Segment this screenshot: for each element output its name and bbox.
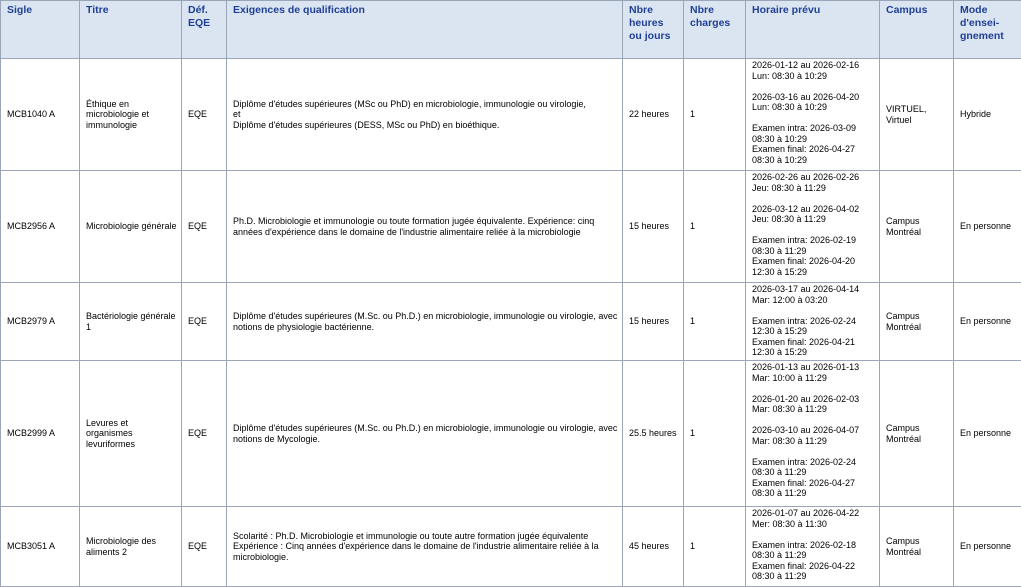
schedule-line: 2026-03-12 au 2026-04-02 bbox=[752, 204, 875, 215]
schedule-line: Examen final: 2026-04-21 bbox=[752, 337, 875, 348]
cell-def: EQE bbox=[182, 59, 227, 171]
table-row bbox=[1, 283, 1021, 361]
schedule-line: 08:30 à 11:29 bbox=[752, 467, 875, 478]
schedule-line: 2026-03-17 au 2026-04-14 bbox=[752, 284, 875, 295]
requirement-line: et bbox=[233, 109, 618, 120]
schedule-line: Examen intra: 2026-02-19 bbox=[752, 235, 875, 246]
schedule-line: Mar: 08:30 à 11:29 bbox=[752, 436, 875, 447]
column-header-campus: Campus bbox=[880, 1, 954, 59]
schedule-line: Examen final: 2026-04-27 bbox=[752, 478, 875, 489]
cell-def: EQE bbox=[182, 171, 227, 283]
cell-exigences bbox=[227, 59, 623, 171]
cell-charges: 1 bbox=[684, 361, 746, 507]
schedule-line bbox=[752, 446, 875, 457]
schedule-line bbox=[752, 415, 875, 426]
schedule-line: Lun: 08:30 à 10:29 bbox=[752, 102, 875, 113]
cell-campus: VIRTUEL, Virtuel bbox=[880, 59, 954, 171]
cell-horaire bbox=[746, 507, 880, 587]
schedule-line: Jeu: 08:30 à 11:29 bbox=[752, 214, 875, 225]
cell-sigle: MCB1040 A bbox=[1, 59, 80, 171]
cell-titre: Microbiologie des aliments 2 bbox=[80, 507, 182, 587]
table-body bbox=[1, 59, 1021, 587]
schedule-line bbox=[752, 113, 875, 124]
cell-sigle: MCB2999 A bbox=[1, 361, 80, 507]
table-row bbox=[1, 171, 1021, 283]
cell-mode: Hybride bbox=[954, 59, 1021, 171]
schedule-line: Examen intra: 2026-03-09 bbox=[752, 123, 875, 134]
schedule-line: 08:30 à 11:29 bbox=[752, 246, 875, 257]
cell-charges: 1 bbox=[684, 171, 746, 283]
schedule-line bbox=[752, 193, 875, 204]
requirement-line: Diplôme d'études supérieures (DESS, MSc ou PhD) en bioéthique. bbox=[233, 120, 618, 131]
cell-charges: 1 bbox=[684, 59, 746, 171]
schedule-line: 2026-03-16 au 2026-04-20 bbox=[752, 92, 875, 103]
schedule-line: 2026-01-13 au 2026-01-13 bbox=[752, 362, 875, 373]
schedule-line bbox=[752, 225, 875, 236]
requirement-line: Scolarité : Ph.D. Microbiologie et immunologie ou toute autre formation jugée équivalente bbox=[233, 531, 618, 542]
cell-campus: Campus Montréal bbox=[880, 171, 954, 283]
table-row bbox=[1, 59, 1021, 171]
cell-def: EQE bbox=[182, 283, 227, 361]
cell-mode: En personne bbox=[954, 507, 1021, 587]
schedule-line: Mar: 10:00 à 11:29 bbox=[752, 373, 875, 384]
schedule-line: 08:30 à 11:29 bbox=[752, 488, 875, 499]
table-row bbox=[1, 507, 1021, 587]
requirement-line: Diplôme d'études supérieures (MSc ou PhD) en microbiologie, immunologie ou virologie, bbox=[233, 99, 618, 110]
header-row bbox=[1, 1, 1021, 59]
cell-heures: 25.5 heures bbox=[623, 361, 684, 507]
schedule-line: 2026-01-12 au 2026-02-16 bbox=[752, 60, 875, 71]
schedule-line: Examen intra: 2026-02-24 bbox=[752, 457, 875, 468]
requirement-line: Ph.D. Microbiologie et immunologie ou toute formation jugée équivalente. Expérience: cinq années d'expérience dans le domaine de l'industrie alimentaire reliée à la microbiologie bbox=[233, 216, 618, 237]
schedule-line: Mer: 08:30 à 11:30 bbox=[752, 519, 875, 530]
schedule-line: 2026-01-07 au 2026-04-22 bbox=[752, 508, 875, 519]
column-header-charges: Nbre charges bbox=[684, 1, 746, 59]
cell-horaire bbox=[746, 59, 880, 171]
cell-exigences bbox=[227, 361, 623, 507]
schedule-line: Lun: 08:30 à 10:29 bbox=[752, 71, 875, 82]
cell-heures: 45 heures bbox=[623, 507, 684, 587]
cell-horaire bbox=[746, 283, 880, 361]
cell-mode: En personne bbox=[954, 283, 1021, 361]
requirement-line: Diplôme d'études supérieures (M.Sc. ou Ph.D.) en microbiologie, immunologie ou virologie, avec notions de physiologie bactérienne. bbox=[233, 311, 618, 332]
schedule-line: Mar: 08:30 à 11:29 bbox=[752, 404, 875, 415]
schedule-line: 12:30 à 15:29 bbox=[752, 347, 875, 358]
cell-sigle: MCB3051 A bbox=[1, 507, 80, 587]
schedule-line bbox=[752, 81, 875, 92]
requirement-line: Expérience : Cinq années d'expérience dans le domaine de l'industrie alimentaire reliée à la microbiologie. bbox=[233, 541, 618, 562]
cell-sigle: MCB2956 A bbox=[1, 171, 80, 283]
cell-def: EQE bbox=[182, 361, 227, 507]
cell-campus: Campus Montréal bbox=[880, 283, 954, 361]
schedule-line: 2026-01-20 au 2026-02-03 bbox=[752, 394, 875, 405]
schedule-line: Examen final: 2026-04-20 bbox=[752, 256, 875, 267]
cell-sigle: MCB2979 A bbox=[1, 283, 80, 361]
schedule-line: Examen final: 2026-04-22 bbox=[752, 561, 875, 572]
schedule-line bbox=[752, 305, 875, 316]
cell-titre: Éthique en microbiologie et immunologie bbox=[80, 59, 182, 171]
schedule-line: Jeu: 08:30 à 11:29 bbox=[752, 183, 875, 194]
cell-heures: 15 heures bbox=[623, 283, 684, 361]
cell-campus: Campus Montréal bbox=[880, 361, 954, 507]
cell-mode: En personne bbox=[954, 171, 1021, 283]
table-row bbox=[1, 361, 1021, 507]
schedule-line: 08:30 à 10:29 bbox=[752, 155, 875, 166]
schedule-line: Examen intra: 2026-02-18 bbox=[752, 540, 875, 551]
cell-exigences bbox=[227, 171, 623, 283]
schedule-line: 2026-03-10 au 2026-04-07 bbox=[752, 425, 875, 436]
cell-exigences bbox=[227, 283, 623, 361]
column-header-exigences: Exigences de qualification bbox=[227, 1, 623, 59]
cell-campus: Campus Montréal bbox=[880, 507, 954, 587]
schedule-line: 08:30 à 11:29 bbox=[752, 550, 875, 561]
schedule-line: 2026-02-26 au 2026-02-26 bbox=[752, 172, 875, 183]
cell-charges: 1 bbox=[684, 283, 746, 361]
cell-mode: En personne bbox=[954, 361, 1021, 507]
schedule-line: 08:30 à 10:29 bbox=[752, 134, 875, 145]
cell-titre: Levures et organismes levuriformes bbox=[80, 361, 182, 507]
cell-exigences bbox=[227, 507, 623, 587]
schedule-line bbox=[752, 529, 875, 540]
column-header-sigle: Sigle bbox=[1, 1, 80, 59]
requirement-line: Diplôme d'études supérieures (M.Sc. ou Ph.D.) en microbiologie, immunologie ou virologie, avec notions de Mycologie. bbox=[233, 423, 618, 444]
cell-titre: Microbiologie générale bbox=[80, 171, 182, 283]
cell-heures: 22 heures bbox=[623, 59, 684, 171]
cell-horaire bbox=[746, 171, 880, 283]
schedule-line bbox=[752, 383, 875, 394]
cell-titre: Bactériologie générale 1 bbox=[80, 283, 182, 361]
schedule-line: Examen intra: 2026-02-24 bbox=[752, 316, 875, 327]
schedule-line: 12:30 à 15:29 bbox=[752, 267, 875, 278]
column-header-horaire: Horaire prévu bbox=[746, 1, 880, 59]
cell-charges: 1 bbox=[684, 507, 746, 587]
schedule-line: Examen final: 2026-04-27 bbox=[752, 144, 875, 155]
column-header-heures: Nbre heures ou jours bbox=[623, 1, 684, 59]
cell-heures: 15 heures bbox=[623, 171, 684, 283]
cell-horaire bbox=[746, 361, 880, 507]
schedule-line: Mar: 12:00 à 03:20 bbox=[752, 295, 875, 306]
schedule-line: 08:30 à 11:29 bbox=[752, 571, 875, 582]
cell-def: EQE bbox=[182, 507, 227, 587]
column-header-def: Déf. EQE bbox=[182, 1, 227, 59]
column-header-titre: Titre bbox=[80, 1, 182, 59]
schedule-line: 12:30 à 15:29 bbox=[752, 326, 875, 337]
column-header-mode: Mode d'ensei-gnement bbox=[954, 1, 1021, 59]
